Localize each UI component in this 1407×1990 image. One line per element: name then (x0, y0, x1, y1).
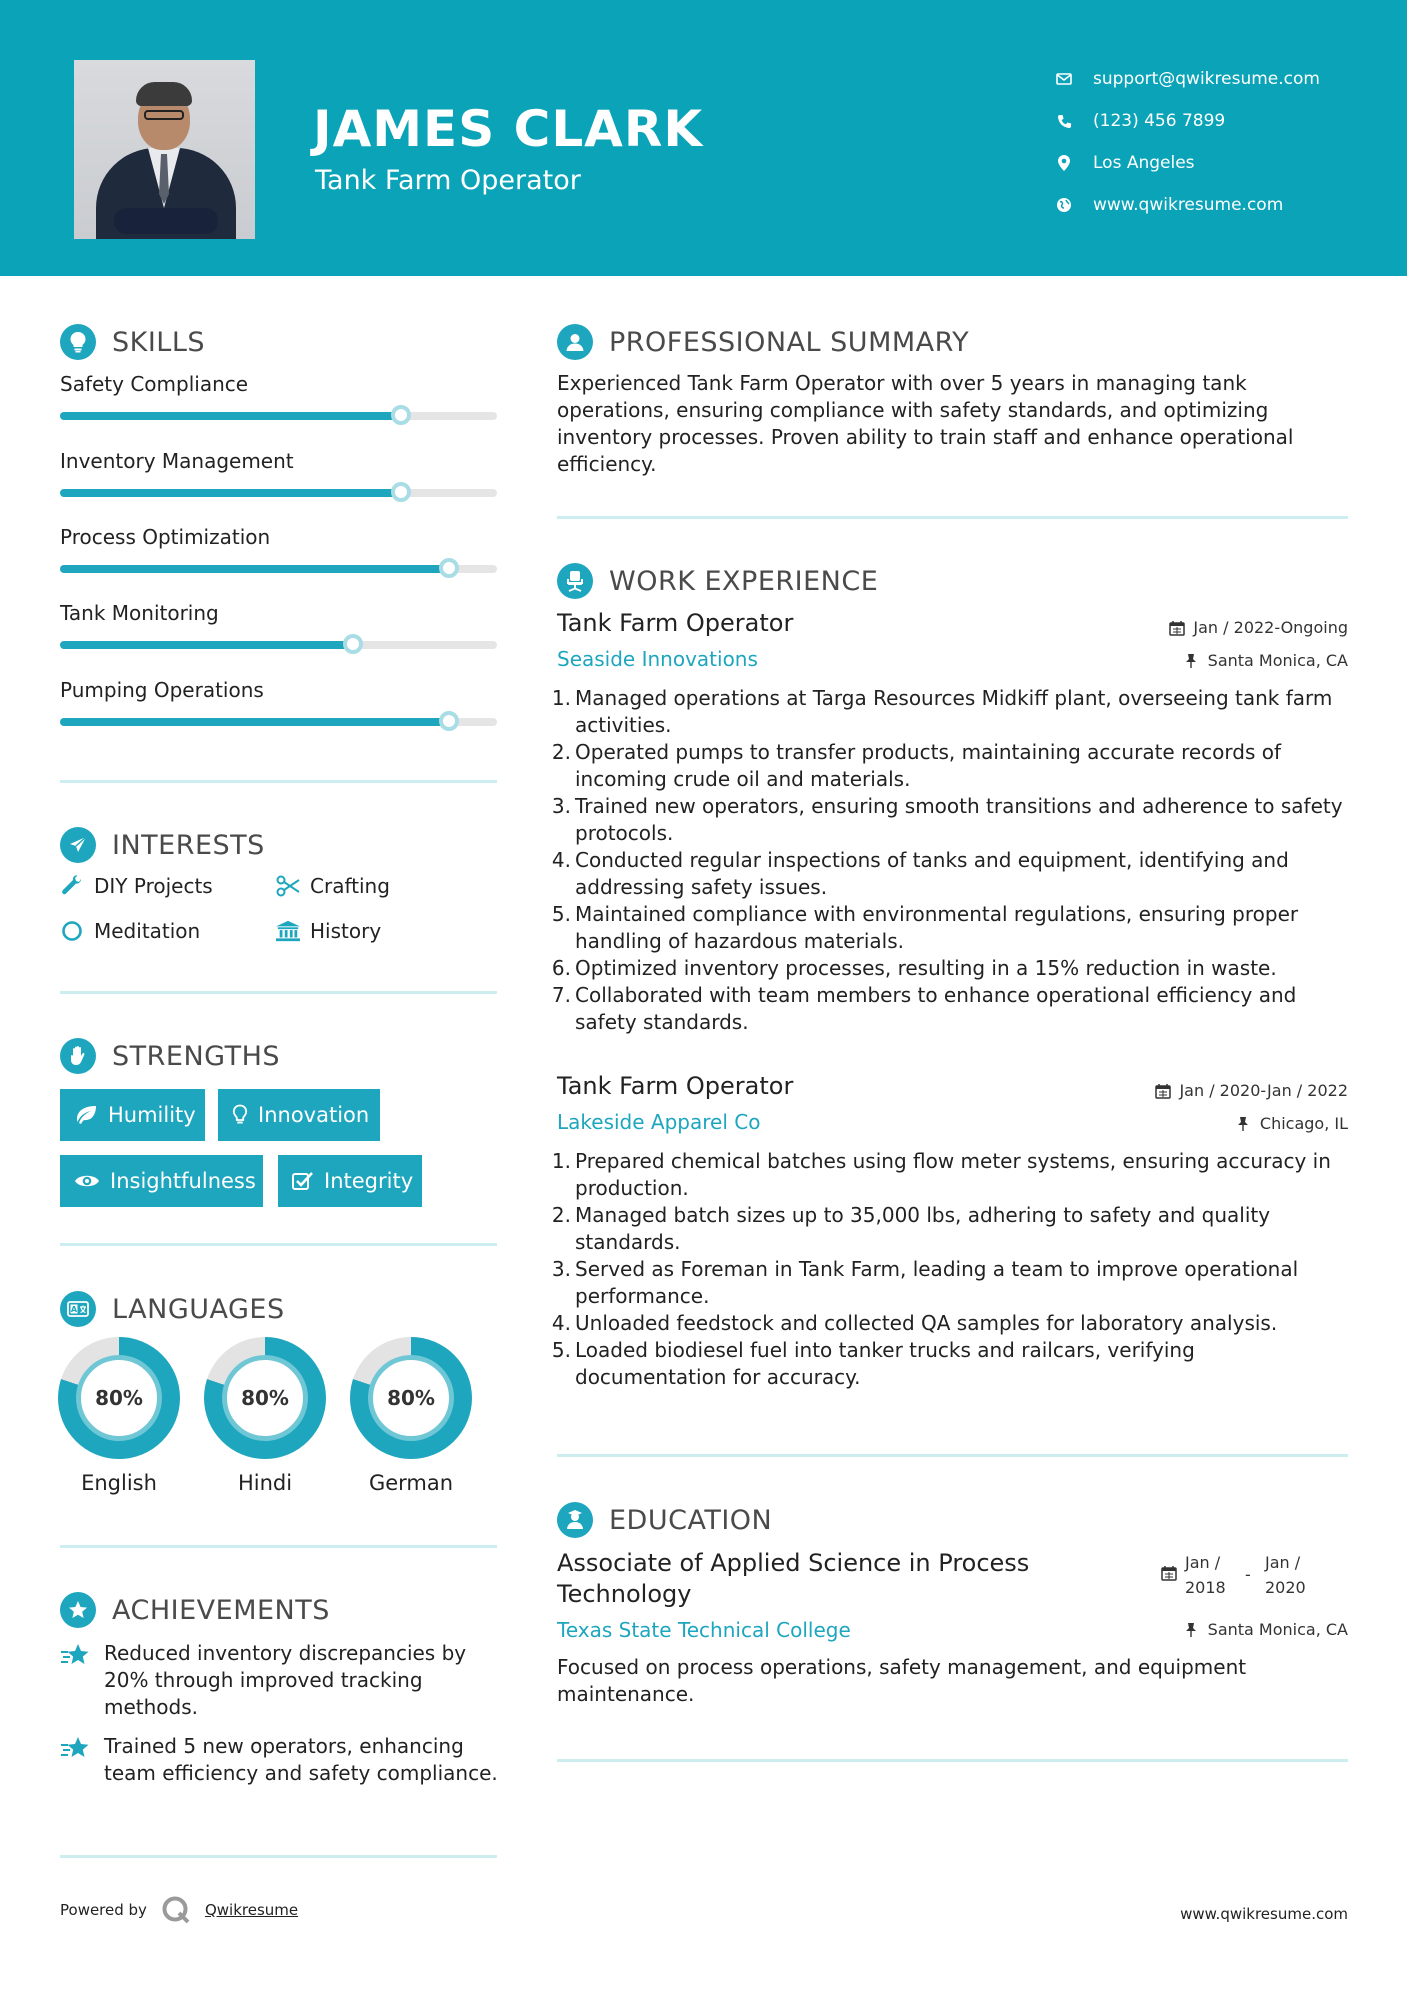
contact-phone[interactable]: (123) 456 7899 (1055, 100, 1320, 142)
experience-section (557, 561, 878, 601)
interest-item: Crafting (276, 874, 390, 898)
duty-item: 4. Unloaded feedstock and collected QA samples for laboratory analysis. (551, 1311, 1278, 1335)
paper-plane-icon (60, 827, 96, 863)
skill-bar (60, 718, 497, 726)
skill-item: Process Optimization (60, 525, 497, 549)
duty-item: 1. Managed operations at Targa Resources Midkiff plant, overseeing tank farm activities. (551, 686, 1333, 737)
thumbtack-icon (1184, 1622, 1200, 1638)
duty-item: 4. Conducted regular inspections of tanks and equipment, identifying and addressing safety issues. (551, 848, 1289, 899)
duty-item: 1. Prepared chemical batches using flow meter systems, ensuring accuracy in production. (551, 1149, 1331, 1200)
company-name: Seaside Innovations (557, 647, 758, 671)
circle-icon (60, 919, 84, 943)
skill-item: Inventory Management (60, 449, 497, 473)
thumbtack-icon (1236, 1116, 1252, 1132)
leaf-icon (74, 1104, 98, 1126)
language-item (58, 1337, 180, 1495)
job-title: Tank Farm Operator (557, 609, 794, 637)
strength-badge: Innovation (218, 1089, 380, 1141)
section-divider (60, 780, 497, 783)
section-divider (60, 1545, 497, 1548)
language-ring (58, 1337, 180, 1459)
section-divider (557, 1454, 1348, 1457)
qwikresume-link[interactable]: Qwikresume (204, 1901, 299, 1919)
bank-icon (276, 919, 300, 943)
skill-bar (60, 489, 497, 497)
graduate-icon (557, 1502, 593, 1538)
phone-icon (1055, 112, 1073, 130)
star-icon (60, 1592, 96, 1628)
strength-badge: Insightfulness (60, 1155, 263, 1207)
achievement-item: Reduced inventory discrepancies by 20% through improved tracking methods. (60, 1640, 500, 1721)
skill-bar (60, 412, 497, 420)
languages-section (60, 1289, 285, 1329)
duty-item: 5. Maintained compliance with environmental regulations, ensuring proper handling of hazardous materials. (551, 902, 1299, 953)
job-location: Santa Monica, CA (1184, 651, 1348, 670)
svg-text:A: A (70, 1305, 78, 1314)
duty-list (551, 685, 1348, 1036)
language-icon (60, 1291, 96, 1327)
education-description: Focused on process operations, safety management, and equipment maintenance. (557, 1655, 1247, 1706)
achievements-section (60, 1590, 330, 1630)
language-name: German (368, 1471, 454, 1495)
section-divider (60, 1243, 497, 1246)
section-divider (60, 1855, 497, 1858)
interest-item: DIY Projects (60, 874, 213, 898)
section-divider (557, 1759, 1348, 1762)
language-item (350, 1337, 472, 1495)
user-icon (557, 324, 593, 360)
strengths-section (60, 1036, 280, 1076)
section-title: INTERESTS (112, 829, 265, 861)
duty-list (551, 1148, 1348, 1391)
language-ring (350, 1337, 472, 1459)
skills-section (60, 322, 205, 362)
achievement-item: Trained 5 new operators, enhancing team efficiency and safety compliance. (60, 1733, 500, 1787)
date-separator: - (1245, 1565, 1251, 1584)
summary-section (557, 322, 969, 362)
job-date: Jan / 2020-Jan / 2022 (1155, 1081, 1348, 1100)
duty-item: 2. Operated pumps to transfer products, maintaining accurate records of incoming crude oil and materials. (551, 740, 1282, 791)
company-name: Lakeside Apparel Co (557, 1110, 761, 1134)
job-location: Chicago, IL (1236, 1114, 1348, 1133)
thumbtack-icon (1184, 653, 1200, 669)
language-name: English (81, 1471, 157, 1495)
candidate-role: Tank Farm Operator (315, 165, 581, 196)
language-name: Hindi (237, 1471, 293, 1495)
star-icon (60, 1735, 90, 1763)
strength-badge: Integrity (278, 1155, 422, 1207)
skill-bar (60, 641, 497, 649)
language-level: 80% (76, 1355, 162, 1441)
profile-photo (74, 60, 255, 239)
resume-header (0, 0, 1407, 276)
education-entry (557, 1548, 1348, 1708)
lightbulb-icon (232, 1104, 248, 1126)
education-date (1161, 1550, 1315, 1600)
job-entry (551, 1072, 1348, 1391)
section-divider (557, 516, 1348, 519)
scissors-icon (276, 874, 300, 898)
map-marker-icon (1055, 154, 1073, 172)
duty-item: 5. Loaded biodiesel fuel into tanker trucks and railcars, verifying documentation for accuracy. (551, 1338, 1195, 1389)
school-name: Texas State Technical College (557, 1618, 851, 1642)
calendar-icon (1169, 620, 1185, 636)
duty-item: 3. Served as Foreman in Tank Farm, leading a team to improve operational performance. (551, 1257, 1299, 1308)
eye-icon (74, 1170, 100, 1192)
skill-item: Tank Monitoring (60, 601, 497, 625)
education-location: Santa Monica, CA (1184, 1620, 1348, 1639)
language-item (204, 1337, 326, 1495)
footer-website[interactable]: www.qwikresume.com (1180, 1905, 1348, 1923)
section-title: ACHIEVEMENTS (112, 1594, 330, 1626)
date-start: Jan / 2018 (1185, 1553, 1226, 1597)
duty-item: 2. Managed batch sizes up to 35,000 lbs, adhering to safety and quality standards. (551, 1203, 1271, 1254)
wrench-icon (60, 874, 84, 898)
powered-by: Powered by Qwikresume (60, 1895, 298, 1925)
language-level: 80% (222, 1355, 308, 1441)
section-title: STRENGTHS (112, 1040, 281, 1072)
section-title: WORK EXPERIENCE (609, 565, 879, 597)
section-title: SKILLS (112, 326, 206, 358)
date-end: Jan / 2020 (1265, 1553, 1306, 1597)
duty-item: 7. Collaborated with team members to enhance operational efficiency and safety standards. (551, 983, 1297, 1034)
job-entry (551, 609, 1348, 1036)
contact-website[interactable]: www.qwikresume.com (1055, 184, 1320, 226)
hand-icon (60, 1038, 96, 1074)
section-title: PROFESSIONAL SUMMARY (609, 326, 970, 358)
section-title: EDUCATION (609, 1504, 773, 1536)
interests-section (60, 825, 265, 865)
calendar-icon (1161, 1565, 1177, 1581)
duty-item: 6. Optimized inventory processes, resulting in a 15% reduction in waste. (551, 956, 1277, 980)
check-square-icon (292, 1170, 314, 1192)
contact-list (1055, 58, 1320, 226)
language-ring (204, 1337, 326, 1459)
skill-bar (60, 565, 497, 573)
chair-icon (557, 563, 593, 599)
globe-icon (1055, 196, 1073, 214)
duty-item: 3. Trained new operators, ensuring smooth transitions and adherence to safety protocols. (551, 794, 1343, 845)
summary-text: Experienced Tank Farm Operator with over 5 years in managing tank operations, ensuring compliance with safety standards, and optimizing inventory processes. Proven ability to train staff and enhance operational efficiency. (557, 371, 1294, 476)
envelope-icon (1055, 70, 1073, 88)
job-date: Jan / 2022-Ongoing (1169, 618, 1348, 637)
candidate-name: JAMES CLARK (313, 100, 704, 158)
contact-email[interactable]: support@qwikresume.com (1055, 58, 1320, 100)
language-level: 80% (368, 1355, 454, 1441)
section-divider (60, 991, 497, 994)
section-title: LANGUAGES (112, 1293, 285, 1325)
lightbulb-icon (60, 324, 96, 360)
calendar-icon (1155, 1083, 1171, 1099)
star-icon (60, 1642, 90, 1670)
interest-item: History (276, 919, 381, 943)
skill-item: Pumping Operations (60, 678, 497, 702)
qwikresume-logo-icon (161, 1895, 191, 1925)
job-title: Tank Farm Operator (557, 1072, 794, 1100)
interest-item: Meditation (60, 919, 200, 943)
skill-item: Safety Compliance (60, 372, 497, 396)
strength-badge: Humility (60, 1089, 205, 1141)
contact-location: Los Angeles (1055, 142, 1320, 184)
degree-title: Associate of Applied Science in Process Technology (557, 1549, 1030, 1608)
education-section (557, 1500, 772, 1540)
